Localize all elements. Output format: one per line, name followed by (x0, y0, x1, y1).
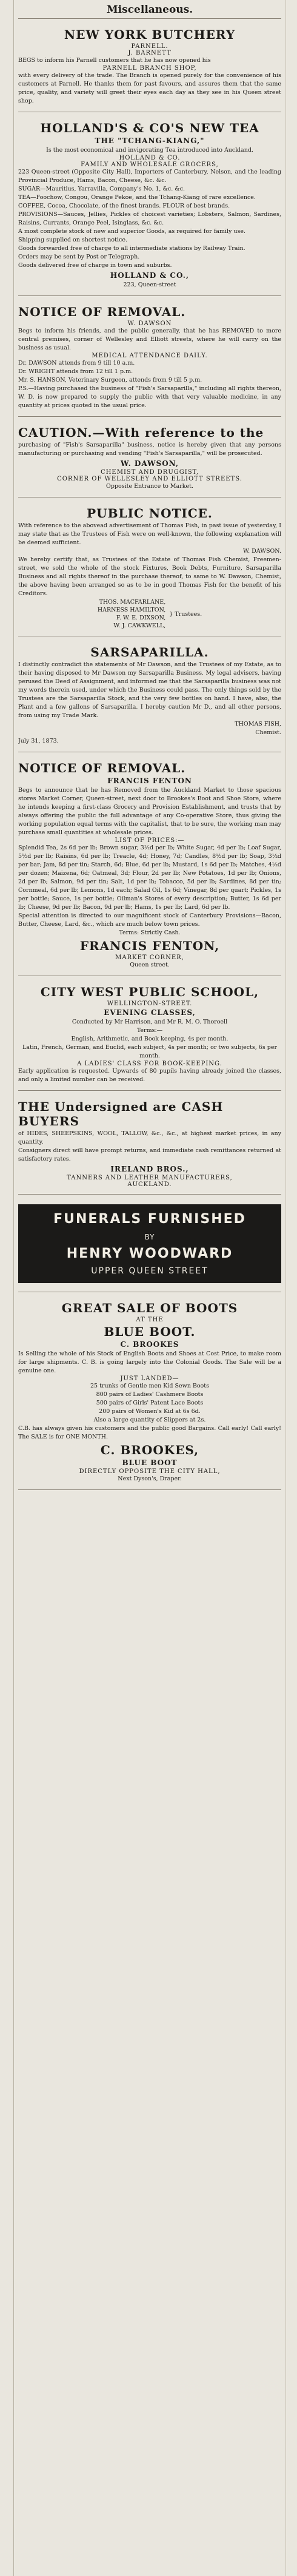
ad-heading: CITY WEST PUBLIC SCHOOL, (40, 985, 259, 999)
ad-text: We hereby certify that, as Trustees of the Estate of Thomas Fish Chemist, Freemen-street, we sold the whole of the stock Fixtures, Book Debts, Furniture, Sarsaparilla Business and all rights thereof in the purchase thereof, to same to W. Dawson, Chemist, the above having been arranged so as to be in good Thomas Fish for the benefit of his Creditors. (18, 556, 281, 597)
ad-heading: BLUE BOOT. (104, 1324, 196, 1339)
ad-text: Terms:— (136, 1027, 163, 1034)
ad-text: Dr. DAWSON attends from 9 till 10 a.m. (18, 360, 135, 366)
ad-city-west-school (18, 980, 281, 1091)
trustee-name: HARNESS HAMILTON, (97, 607, 166, 613)
ad-heading: W. DAWSON (127, 320, 172, 327)
ad-heading: THE Undersigned are CASH BUYERS (18, 1099, 224, 1128)
ad-heading: MARKET CORNER, (115, 954, 184, 961)
ad-heading: HOLLAND & CO. (119, 155, 181, 161)
ad-heading: CAUTION.—With reference to the (18, 425, 264, 440)
ad-heading: FRANCIS FENTON, (79, 939, 220, 953)
ad-new-york-butchery (18, 22, 281, 112)
ad-text: TEA—Foochow, Congou, Orange Pekoe, and the Tchang-Kiang of rare excellence. (18, 194, 256, 201)
ad-heading: WELLINGTON-STREET. (107, 1000, 193, 1007)
ad-text: July 31, 1873. (18, 738, 59, 744)
ad-text: Orders may be sent by Post or Telegraph. (18, 254, 140, 260)
ad-text: Also a large quantity of Slippers at 2s. (93, 1417, 206, 1423)
ad-heading: DIRECTLY OPPOSITE THE CITY HALL, (79, 1468, 221, 1475)
ad-heading: PARNELL BRANCH SHOP, (102, 65, 197, 72)
ads-list (18, 22, 281, 1490)
ad-blue-boot (18, 1296, 281, 1490)
ad-text: P.S.—Having purchased the business of "Fish's Sarsaparilla," including all rights thereon, W. D. is now prepared to supply the public with that very valuable medicine, in any quantity at prices quoted in the usual price. (18, 385, 281, 409)
funerals-banner (18, 1204, 281, 1283)
ad-notice-removal-fenton (18, 756, 281, 976)
ad-text: A most complete stock of new and superior Goods, as required for family use. (18, 228, 245, 235)
ad-text: Latin, French, German, and Euclid, each subject, 4s per month; or two subjects, 6s per month. (22, 1044, 277, 1059)
ad-heading: NEW YORK BUTCHERY (64, 27, 236, 42)
banner-line: FUNERALS FURNISHED (53, 1212, 246, 1227)
ad-heading: BLUE BOOT (122, 1458, 178, 1467)
ad-text: Shipping supplied on shortest notice. (18, 237, 127, 243)
ad-text: Dr. WRIGHT attends from 12 till 1 p.m. (18, 368, 133, 375)
ad-heading: TANNERS AND LEATHER MANUFACTURERS, (67, 1175, 233, 1181)
section-header: Miscellaneous. (18, 4, 281, 19)
ad-heading: HOLLAND'S & CO'S NEW TEA (40, 121, 259, 135)
ad-text: Chemist. (255, 729, 281, 736)
ad-heading: C. BROOKES (120, 1340, 179, 1349)
ad-text: Opposite Entrance to Market. (106, 483, 193, 490)
ad-heading: JUST LANDED— (120, 1375, 179, 1382)
ad-heading: FRANCIS FENTON (107, 777, 192, 785)
ad-text: Early application is requested. Upwards of 80 pupils having already joined the classes, and only a limited number can be received. (18, 1068, 281, 1083)
ad-text: Queen street. (130, 962, 170, 968)
ad-text: PROVISIONS—Sauces, Jellies, Pickles of choicest varieties; Lobsters, Salmon, Sardines, Raisins, Currants, Orange Peel, Isinglass, &c. &c. (18, 211, 281, 226)
ad-text: Next Dyson's, Draper. (118, 1475, 182, 1482)
ad-text: of HIDES, SHEEPSKINS, WOOL, TALLOW, &c., &c., at highest market prices, in any quantity. (18, 1130, 281, 1145)
ad-heading: NOTICE OF REMOVAL. (18, 761, 186, 775)
banner-line: HENRY WOODWARD (66, 1246, 233, 1261)
ad-text: 223 Queen-street (Opposite City Hall), Importers of Canterbury, Nelson, and the leading Provincial Produce, Hams, Bacon, Cheese, &c. &c. (18, 169, 281, 184)
ad-text: With reference to the abovead advertisement of Thomas Fish, in past issue of yesterday, I may state that as the Trustees of Fish were on well-known, the following explanation will be deemed sufficient. (18, 522, 281, 546)
ad-text: Goods delivered free of charge in town and suburbs. (18, 262, 172, 269)
ad-text: W. DAWSON. (242, 548, 281, 555)
ad-sarsaparilla (18, 640, 281, 752)
ad-heading: W. DAWSON, (120, 459, 179, 468)
ad-ireland-bros (18, 1094, 281, 1195)
ad-text: 500 pairs of Girls' Patent Lace Boots (96, 1400, 204, 1406)
ad-text: 200 pairs of Women's Kid at 6s 6d. (99, 1408, 201, 1415)
ad-text: Goods forwarded free of charge to all intermediate stations by Railway Train. (18, 245, 245, 252)
trustee-names (98, 598, 165, 630)
ad-text: Begs to inform his friends, and the public generally, that he has REMOVED to more central premises, corner of Wellesley and Elliott streets, where he will carry on the business as usual. (18, 328, 281, 351)
ad-notice-removal-dawson (18, 300, 281, 417)
ad-text: English, Arithmetic, and Book keeping, 4s per month. (71, 1036, 229, 1042)
ad-text: Special attention is directed to our magnificent stock of Canterbury Provisions—Bacon, Butter, Cheese, Lard, &c., which are much below town prices. (18, 912, 281, 928)
ad-text: THOMAS FISH, (235, 721, 281, 727)
ad-text: SUGAR—Mauritius, Yarravilla, Company's No. 1, &c. &c. (18, 186, 185, 192)
ad-heading: C. BROOKES, (100, 1443, 199, 1457)
ad-funerals (18, 1198, 281, 1292)
ad-heading: CORNER OF WELLESLEY AND ELLIOTT STREETS. (57, 476, 242, 482)
ad-heading: PARNELL. (131, 43, 169, 50)
right-column-edge (285, 0, 297, 2576)
ad-text: Consigners direct will have prompt returns, and immediate cash remittances returned at satisfactory rates. (18, 1147, 281, 1162)
ad-text: 800 pairs of Ladies' Cashmere Boots (96, 1391, 204, 1398)
ad-text: COFFEE, Cocoa, Chocolate, of the finest brands. FLOUR of best brands. (18, 203, 230, 209)
ad-heading: CHEMIST AND DRUGGIST, (101, 469, 199, 476)
ad-heading: AT THE (136, 1317, 164, 1323)
ad-caution-sarsaparilla (18, 420, 281, 497)
trustee-name: W. J. CAWKWELL, (113, 622, 166, 629)
ad-heading: IRELAND BROS., (110, 1165, 189, 1173)
left-column-edge (0, 0, 14, 2576)
ad-heading: EVENING CLASSES, (104, 1008, 196, 1017)
ad-text: with every delivery of the trade. The Branch is opened purely for the convenience of his customers at Parnell. He thanks them for past favours, and assures them that the same price, quality, and variety will greet their eyes each day as they see in his Queen street shop. (18, 72, 281, 104)
ad-text: Splendid Tea, 2s 6d per lb; Brown sugar, 3½d per lb; White Sugar, 4d per lb; Loaf Sugar, 5½d per lb; Raisins, 6d per lb; Treacle, 4d; Honey, 7d; Candles, 8½d per lb; Soap, 3½d per bar; Jam, 8d per tin; Starch, 6d; Blue, 6d per lb; Mustard, 1s 6d per lb; Matches, 4½d per dozen; Maizena, 6d; Oatmeal, 3d; Flour, 2d per lb; New Potatoes, 1d per lb; Onions, 2d per lb; Salmon, 9d per tin; Salt, 1d per lb; Tobacco, 5d per lb; Sardines, 8d per tin; Cornmeal, 6d per lb; Lemons, 1d each; Salad Oil, 1s 6d; Vinegar, 8d per quart; Pickles, 1s per bottle; Sauce, 1s per bottle; Oilman's Stores of every description; Butter, 1s 6d per lb; Cheese, 9d per lb; Bacon, 9d per lb; Hams, 1s per lb; Lard, 6d per lb. (18, 845, 281, 911)
ad-text: Terms: Strictly Cash. (119, 929, 181, 936)
ad-heading: THE "TCHANG-KIANG," (95, 137, 205, 145)
ad-heading: MEDICAL ATTENDANCE DAILY. (92, 352, 208, 359)
ad-heading: HOLLAND & CO., (110, 271, 190, 280)
trustee-name: F. W. E. DIXSON, (116, 615, 166, 621)
ad-text: I distinctly contradict the statements of Mr Dawson, and the Trustees of my Estate, as to their having disposed to Mr Dawson my Sarsaparilla Business. My legal advisers, having perused the Deed of Assignment, and informed me that the Sarsaparilla business was not my words therein used, under which the Business could pass. The only things sold by the Trustees are the Sarsaparilla Stock, and the very few bottles on hand. I have, also, the Plant and a few gallons of Sarsaparilla. I hereby caution Mr D., and all other persons, from using my Trade Mark. (18, 661, 281, 719)
ad-heading: SARSAPARILLA. (90, 645, 209, 659)
ad-heading: FAMILY AND WHOLESALE GROCERS, (81, 161, 219, 168)
trustees-block (18, 598, 281, 630)
ad-text: Conducted by Mr Harrison, and Mr R. M. O. Thoroell (72, 1019, 228, 1025)
banner-line: BY (144, 1233, 155, 1241)
ad-text: BEGS to inform his Parnell customers that he has now opened his (18, 57, 211, 64)
ad-text: C.B. has always given his customers and the public good Bargains. Call early! Call early! The SALE is for ONE MONTH. (18, 1425, 281, 1440)
ad-text: 223, Queen-street (123, 282, 176, 288)
ad-text: Begs to announce that he has Removed from the Auckland Market to those spacious stores Market Corner, Queen-street, next door to Brookes's Boot and Shoe Store, where he intends keeping a first-class Grocery and Provision Establishment, and trusts that by always offering the public the full advantage of any Co-operative Store, thus giving the working population equal terms with the capitalist, that to be sure, the working man may purchase small quantities at wholesale prices. (18, 787, 281, 836)
ad-heading: GREAT SALE OF BOOTS (61, 1301, 238, 1315)
ad-heading: A LADIES' CLASS FOR BOOK-KEEPING. (77, 1060, 222, 1067)
ad-heading: J. BARNETT (128, 50, 172, 56)
ad-text: Is Selling the whole of his Stock of English Boots and Shoes at Cost Price, to make room for large shipments. C. B. is going largely into the Colonial Goods. The Sale will be a genuine one. (18, 1350, 281, 1374)
ad-heading: PUBLIC NOTICE. (87, 506, 213, 521)
ad-public-notice (18, 501, 281, 636)
ad-text: Is the most economical and invigorating Tea introduced into Auckland. (46, 147, 253, 153)
ad-heading: NOTICE OF REMOVAL. (18, 305, 186, 319)
ad-heading: AUCKLAND. (127, 1181, 172, 1188)
banner-line: UPPER QUEEN STREET (91, 1266, 209, 1276)
ad-text: Mr. S. HANSON, Veterinary Surgeon, attends from 9 till 5 p.m. (18, 377, 202, 383)
ad-holland-tea (18, 116, 281, 296)
trustees-label: } Trustees. (169, 610, 202, 618)
ad-heading: LIST OF PRICES:— (115, 837, 185, 844)
ad-text: 25 trunks of Gentle men Kid Sewn Boots (90, 1383, 209, 1389)
ad-text: purchasing of "Fish's Sarsaparilla" business, notice is hereby given that any persons manufacturing or purchasing and vending "Fish's Sarsaparilla," will be prosecuted. (18, 442, 281, 457)
trustee-name: THOS. MACFARLANE, (99, 599, 166, 605)
